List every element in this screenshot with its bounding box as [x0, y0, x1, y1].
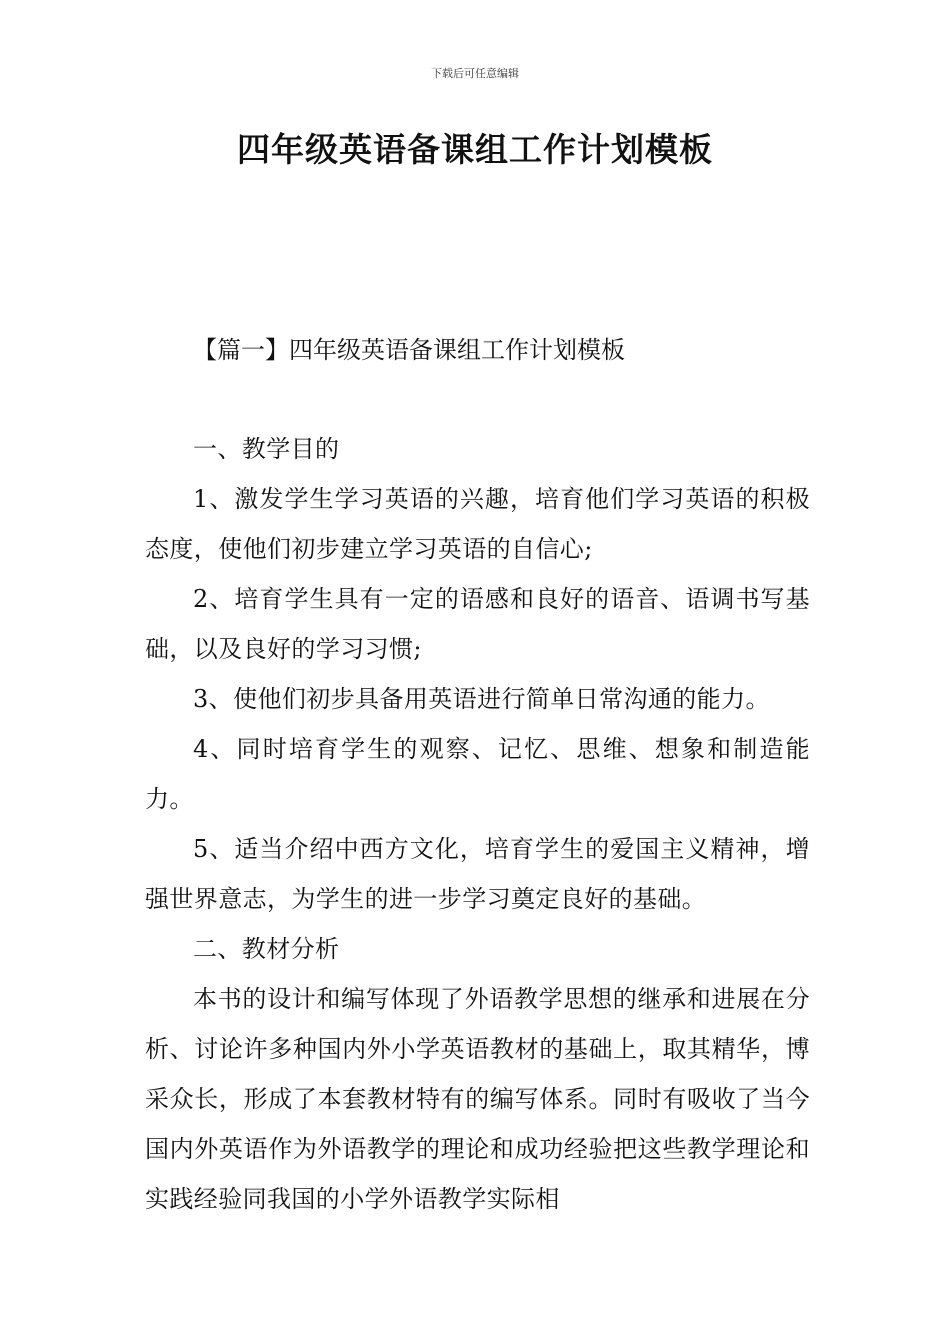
goal-paragraph-1: 1、激发学生学习英语的兴趣，培育他们学习英语的积极态度，使他们初步建立学习英语的自信心; — [145, 485, 810, 563]
section-title: 【篇一】四年级英语备课组工作计划模板 — [193, 336, 625, 364]
goal-paragraph-3: 3、使他们初步具备用英语进行简单日常沟通的能力。 — [193, 685, 770, 713]
header-note: 下载后可任意编辑 — [431, 67, 519, 80]
goal-paragraph-4: 4、同时培育学生的观察、记忆、思维、想象和制造能力。 — [145, 735, 810, 813]
analysis-paragraph: 本书的设计和编写体现了外语教学思想的继承和进展在分析、讨论许多种国内外小学英语教材的基础上，取其精华，博采众长，形成了本套教材特有的编写体系。同时有吸收了当今国内外英语作为外语教学的理论和成功经验把这些教学理论和实践经验同我国的小学外语教学实际相 — [145, 985, 810, 1213]
heading-textbook-analysis: 二、教材分析 — [193, 935, 340, 963]
goal-paragraph-5: 5、适当介绍中西方文化，培育学生的爱国主义精神，增强世界意志，为学生的进一步学习奠定良好的基础。 — [145, 835, 810, 913]
heading-teaching-goals: 一、教学目的 — [193, 435, 340, 463]
goal-paragraph-2: 2、培育学生具有一定的语感和良好的语音、语调书写基础，以及良好的学习习惯; — [145, 585, 810, 663]
document-body — [145, 325, 810, 1224]
document-title: 四年级英语备课组工作计划模板 — [237, 130, 713, 169]
